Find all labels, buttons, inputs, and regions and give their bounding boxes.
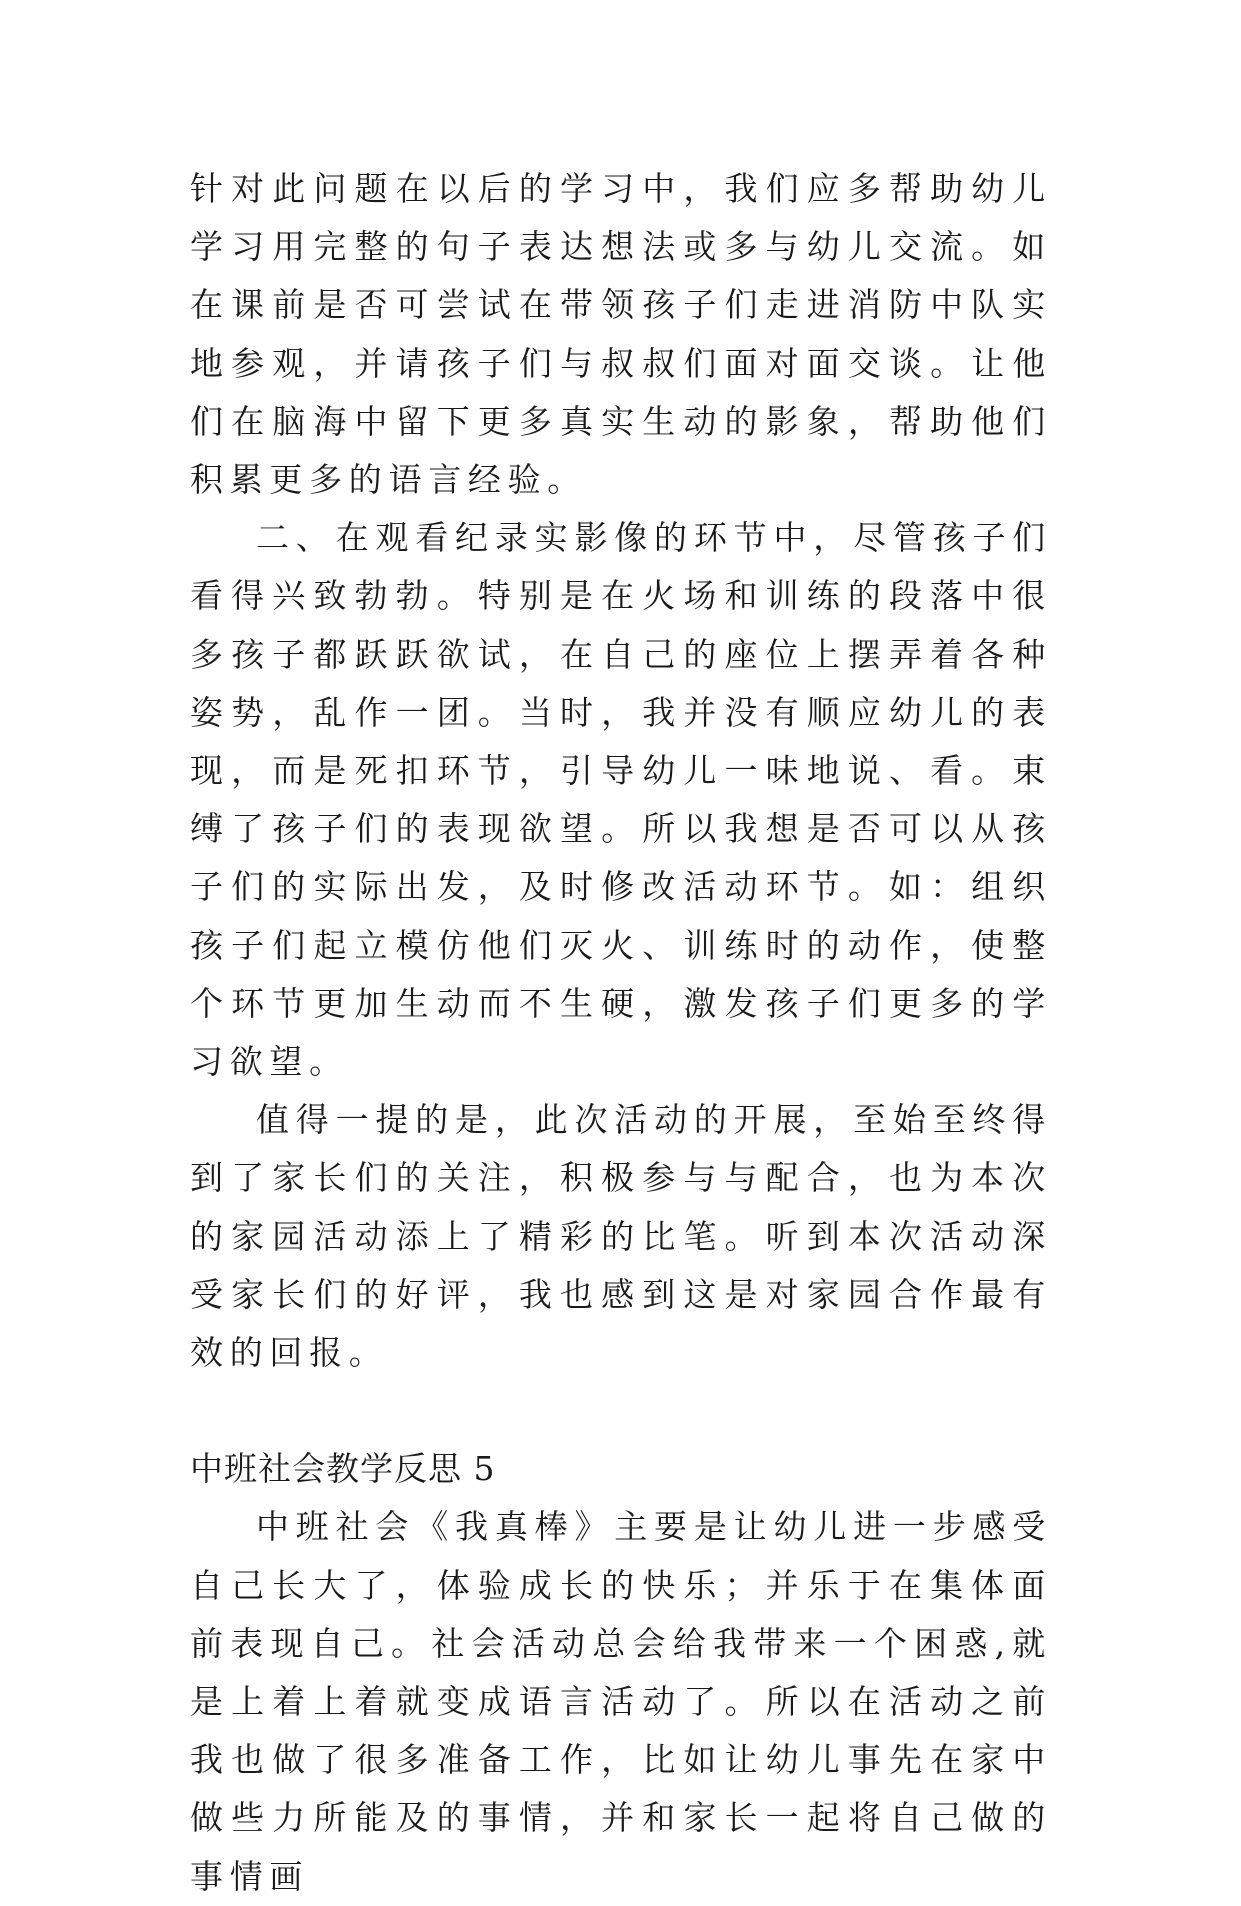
section-title: 中班社会教学反思 5 (190, 1449, 496, 1489)
section-paragraph: 中班社会《我真棒》主要是让幼儿进一步感受自己长大了，体验成长的快乐；并乐于在集体面前表现自己。社会活动总会给我带来一个困惑,就是上着上着就变成语言活动了。所以在活动之前我也做了很多准备工作，比如让幼儿事先在家中做些力所能及的事情，并和家长一起将自己做的事情画 (190, 1507, 1052, 1896)
paragraph-parent-feedback: 值得一提的是，此次活动的开展，至始至终得到了家长们的关注，积极参与与配合，也为本次的家园活动添上了精彩的比笔。听到本次活动深受家长们的好评，我也感到这是对家园合作最有效的回报。 (190, 1100, 1052, 1373)
paragraph-continuation: 针对此问题在以后的学习中，我们应多帮助幼儿学习用完整的句子表达想法或多与幼儿交流。如在课前是否可尝试在带领孩子们走进消防中队实地参观，并请孩子们与叔叔们面对面交谈。让他们在脑海中留下更多真实生动的影象，帮助他们积累更多的语言经验。 (190, 169, 1052, 500)
paragraph-point-two: 二、在观看纪录实影像的环节中，尽管孩子们看得兴致勃勃。特别是在火场和训练的段落中很多孩子都跃跃欲试，在自己的座位上摆弄着各种姿势，乱作一团。当时，我并没有顺应幼儿的表现，而是死扣环节，引导幼儿一味地说、看。束缚了孩子们的表现欲望。所以我想是否可以从孩子们的实际出发，及时修改活动环节。如：组织孩子们起立模仿他们灭火、训练时的动作，使整个环节更加生动而不生硬，激发孩子们更多的学习欲望。 (190, 518, 1052, 1082)
document-body (190, 160, 1052, 1906)
